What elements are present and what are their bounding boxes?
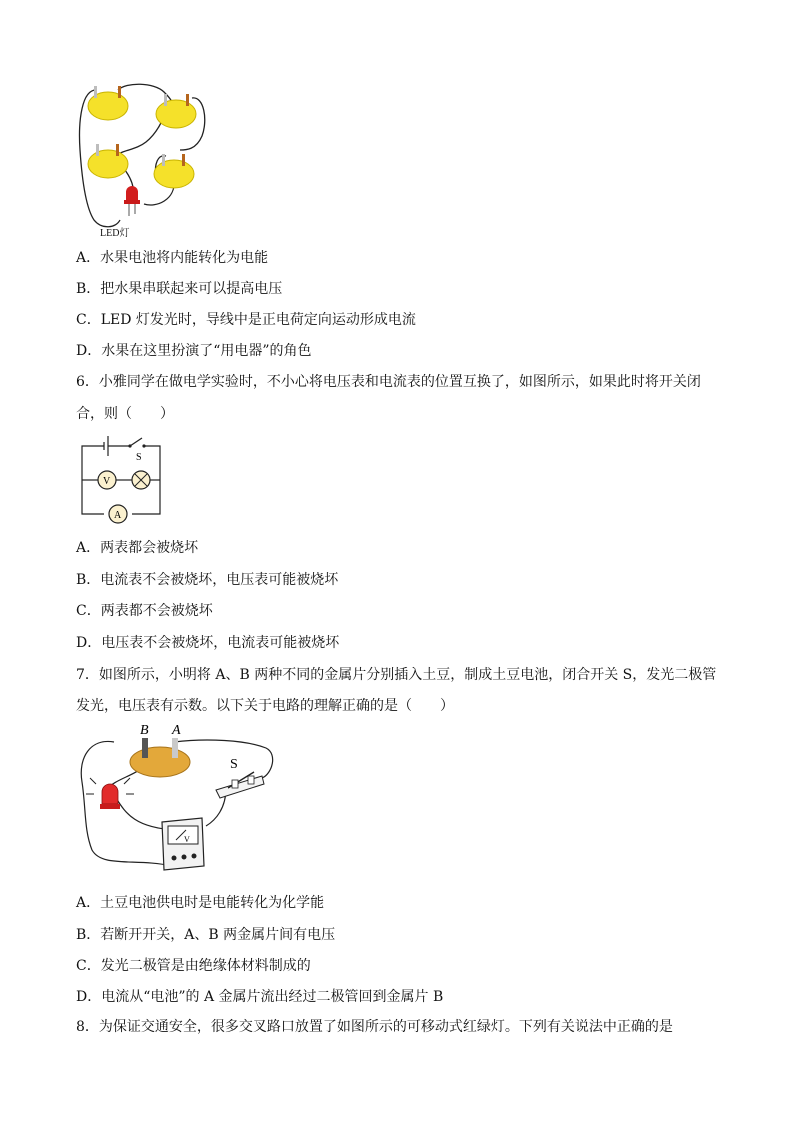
potato-battery-figure	[76, 718, 276, 886]
lemon-4	[154, 154, 194, 188]
q6-option-b: B．电流表不会被烧坏，电压表可能被烧坏	[76, 572, 339, 588]
q5-option-b: B．把水果串联起来可以提高电压	[76, 281, 283, 297]
label-b: B	[140, 723, 149, 738]
switch-icon	[216, 772, 264, 798]
q8-stem-line1: 8．为保证交通安全，很多交叉路口放置了如图所示的可移动式红绿灯。下列有关说法中正确的是	[76, 1019, 673, 1035]
q5-option-d: D．水果在这里扮演了“用电器”的角色	[76, 343, 312, 359]
q7-option-b: B．若断开开关，A、B 两金属片间有电压	[76, 927, 336, 943]
ammeter-label: A	[114, 510, 122, 521]
ammeter-icon	[109, 505, 127, 523]
lemon-2	[156, 94, 196, 128]
label-a: A	[172, 723, 181, 738]
led-bulb-icon	[86, 778, 134, 809]
q7-stem-line1: 7．如图所示，小明将 A、B 两种不同的金属片分别插入土豆，制成土豆电池，闭合开关 S，发光二极管	[76, 667, 717, 683]
q6-option-c: C．两表都不会被烧坏	[76, 603, 213, 619]
lamp-icon	[132, 471, 150, 489]
q6-option-a: A．两表都会被烧坏	[76, 540, 199, 556]
q5-option-a: A．水果电池将内能转化为电能	[76, 250, 269, 266]
potato-icon	[130, 738, 190, 777]
lemon-3	[88, 144, 128, 178]
circuit-diagram-q6	[76, 432, 166, 526]
q5-option-c: C．LED 灯发光时，导线中是正电荷定向运动形成电流	[76, 312, 416, 328]
voltmeter-label: V	[103, 476, 111, 487]
q7-option-a: A．土豆电池供电时是电能转化为化学能	[76, 895, 325, 911]
q6-stem-line1: 6．小雅同学在做电学实验时，不小心将电压表和电流表的位置互换了，如图所示，如果此时将开关闭	[76, 374, 701, 390]
led-icon	[124, 186, 140, 216]
q7-stem-line2: 发光，电压表有示数。以下关于电路的理解正确的是（ ）	[76, 698, 454, 714]
switch-label: S	[136, 452, 142, 463]
fruit-battery-figure	[76, 80, 216, 240]
meter-label: V	[184, 835, 190, 844]
lemon-1	[88, 86, 128, 120]
voltmeter-device-icon	[162, 818, 204, 870]
voltmeter-icon	[98, 471, 116, 489]
led-label: LED灯	[100, 228, 130, 239]
label-s: S	[230, 757, 238, 772]
q7-option-c: C．发光二极管是由绝缘体材料制成的	[76, 958, 311, 974]
q6-stem-line2: 合，则（ ）	[76, 406, 174, 422]
q7-option-d: D．电流从“电池”的 A 金属片流出经过二极管回到金属片 B	[76, 989, 444, 1005]
q6-option-d: D．电压表不会被烧坏，电流表可能被烧坏	[76, 635, 340, 651]
